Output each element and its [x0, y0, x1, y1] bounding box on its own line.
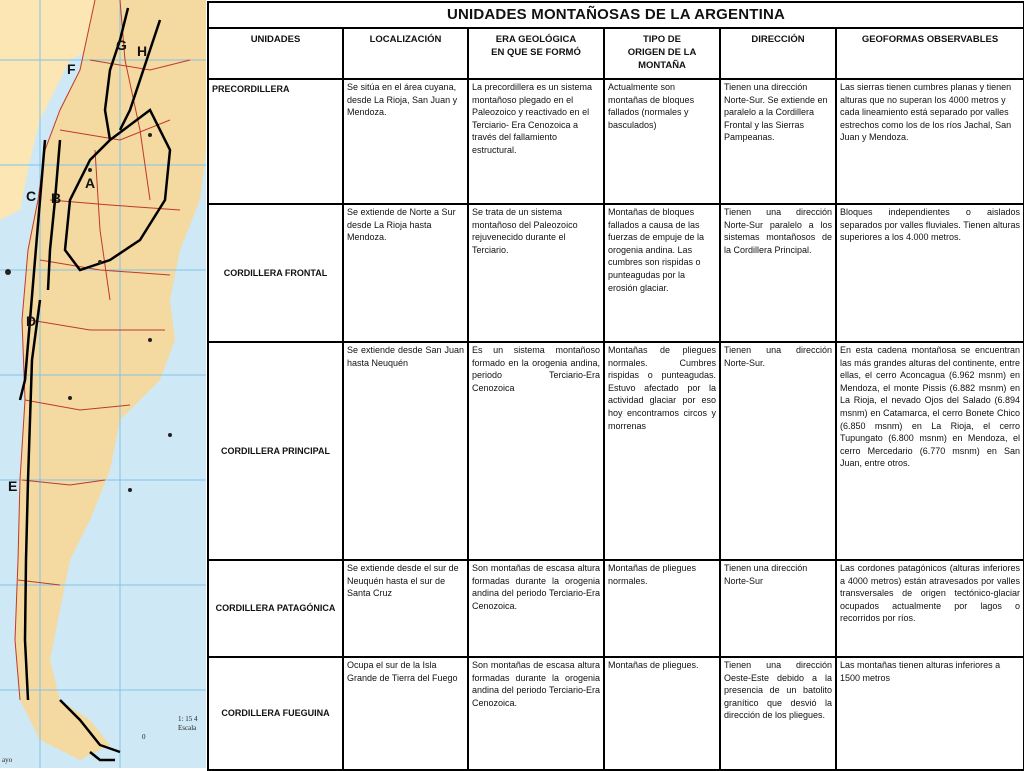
scale-zero: 0 [142, 733, 146, 741]
cell-direccion: Tienen una dirección Oeste-Este debido a la presencia de un batolito granítico que desvió la dirección de los pliegues. [720, 657, 836, 770]
map-label-d: D [26, 313, 37, 329]
cell-geoformas: Las sierras tienen cumbres planas y tienen alturas que no superan los 4000 metros y cada lineamiento está separado por valles estrechos como los de los ríos Jachal, San Juan y Mendoza. [836, 79, 1024, 204]
map-label-e: E [8, 478, 18, 494]
cell-localizacion: Se extiende desde el sur de Neuquén hasta el sur de Santa Cruz [343, 560, 468, 657]
cell-era: Es un sistema montañoso formado en la orogenia andina, periodo Terciario-Era Cenozoica [468, 342, 604, 560]
cell-direccion: Tienen una dirección Norte-Sur [720, 560, 836, 657]
unit-cordillera-patagonica: CORDILLERA PATAGÓNICA [208, 560, 343, 657]
cell-tipo: Montañas de pliegues. [604, 657, 720, 770]
table-title: UNIDADES MONTAÑOSAS DE LA ARGENTINA [208, 2, 1024, 28]
header-geoformas: GEOFORMAS OBSERVABLES [836, 28, 1024, 79]
scale-ratio: 1: 15 4 [178, 715, 198, 723]
table-row [208, 657, 1024, 770]
table-row [208, 204, 1024, 342]
map-label-b: B [51, 190, 62, 206]
cell-direccion: Tienen una dirección Norte-Sur paralelo a los sistemas montañosos de la Cordillera Principal. [720, 204, 836, 342]
header-direccion: DIRECCIÓN [720, 28, 836, 79]
unit-cordillera-fueguina: CORDILLERA FUEGUINA [208, 657, 343, 770]
header-unidades: UNIDADES [208, 28, 343, 79]
cell-localizacion: Se extiende de Norte a Sur desde La Rioja hasta Mendoza. [343, 204, 468, 342]
cell-tipo: Montañas de pliegues normales. Cumbres rispidas o punteagudas. Estuvo afectado por la actividad glaciar por eso hoy encontramos circos y morrenas [604, 342, 720, 560]
cell-tipo: Actualmente son montañas de bloques fallados (normales y basculados) [604, 79, 720, 204]
cell-geoformas: Las montañas tienen alturas inferiores a 1500 metros [836, 657, 1024, 770]
cell-tipo: Montañas de bloques fallados a causa de las fuerzas de empuje de la orogenia andina. Las cumbres son rispidas o punteagudas por la erosión glaciar. [604, 204, 720, 342]
unit-cordillera-frontal: CORDILLERA FRONTAL [208, 204, 343, 342]
cell-geoformas: Bloques independientes o aislados separados por valles fluviales. Tienen alturas superiores a los 4.000 metros. [836, 204, 1024, 342]
cell-geoformas: En esta cadena montañosa se encuentran las más grandes alturas del continente, entre ellas, el cerro Aconcagua (6.962 msnm) en Mendoza, el monte Pissis (6.882 msnm) en La Rioja, el nevado Ojos del Salado (6.894 msnm) en Catamarca, el cerro Bonete Chico (6.850 msnm) en La Rioja, el cerro Tupungato (6.800 msnm) en Mendoza, el cerro Mercedario (6.770 msnm) en San Juan, entre otros. [836, 342, 1024, 560]
unit-cordillera-principal: CORDILLERA PRINCIPAL [208, 342, 343, 560]
map-drawing [0, 0, 206, 768]
mountain-units-table-container [206, 0, 1024, 768]
cell-era: Son montañas de escasa altura formadas durante la orogenia andina del periodo Terciario-Era Cenozoica. [468, 560, 604, 657]
cell-era: La precordillera es un sistema montañoso plegado en el Paleozoico y reactivado en el Terciario- Era Cenozoica a través del fallamiento estructural. [468, 79, 604, 204]
map-label-c: C [26, 188, 37, 204]
map-corner-text: ayo [2, 756, 13, 764]
header-localizacion: LOCALIZACIÓN [343, 28, 468, 79]
table-row [208, 342, 1024, 560]
map-label-a: A [85, 175, 96, 191]
cell-era: Son montañas de escasa altura formadas durante la orogenia andina del periodo Terciario-Era Cenozoica. [468, 657, 604, 770]
map-label-f: F [67, 61, 76, 77]
map-label-h: H [137, 43, 148, 59]
map-label-g: G [116, 37, 127, 53]
table-row [208, 79, 1024, 204]
cell-localizacion: Se extiende desde San Juan hasta Neuquén [343, 342, 468, 560]
cell-direccion: Tienen una dirección Norte-Sur. Se extiende en paralelo a la Cordillera Frontal y las Sierras Pampeanas. [720, 79, 836, 204]
cell-direccion: Tienen una dirección Norte-Sur. [720, 342, 836, 560]
mountain-units-table [207, 1, 1024, 771]
cell-geoformas: Las cordones patagónicos (alturas inferiores a 4000 metros) están atravesados por valles transversales de origen tectónico-glaciar ocupados actualmente por lagos o recorridos por ríos. [836, 560, 1024, 657]
header-era-geologica: ERA GEOLÓGICA EN QUE SE FORMÓ [468, 28, 604, 79]
table-row [208, 560, 1024, 657]
cell-era: Se trata de un sistema montañoso del Paleozoico rejuvenecido durante el Terciario. [468, 204, 604, 342]
scale-word: Escala [178, 724, 197, 732]
cell-localizacion: Se sitúa en el área cuyana, desde La Rioja, San Juan y Mendoza. [343, 79, 468, 204]
cell-tipo: Montañas de pliegues normales. [604, 560, 720, 657]
unit-precordillera: PRECORDILLERA [208, 79, 343, 204]
argentina-map [0, 0, 206, 768]
cell-localizacion: Ocupa el sur de la Isla Grande de Tierra del Fuego [343, 657, 468, 770]
header-tipo-origen: TIPO DE ORIGEN DE LA MONTAÑA [604, 28, 720, 79]
